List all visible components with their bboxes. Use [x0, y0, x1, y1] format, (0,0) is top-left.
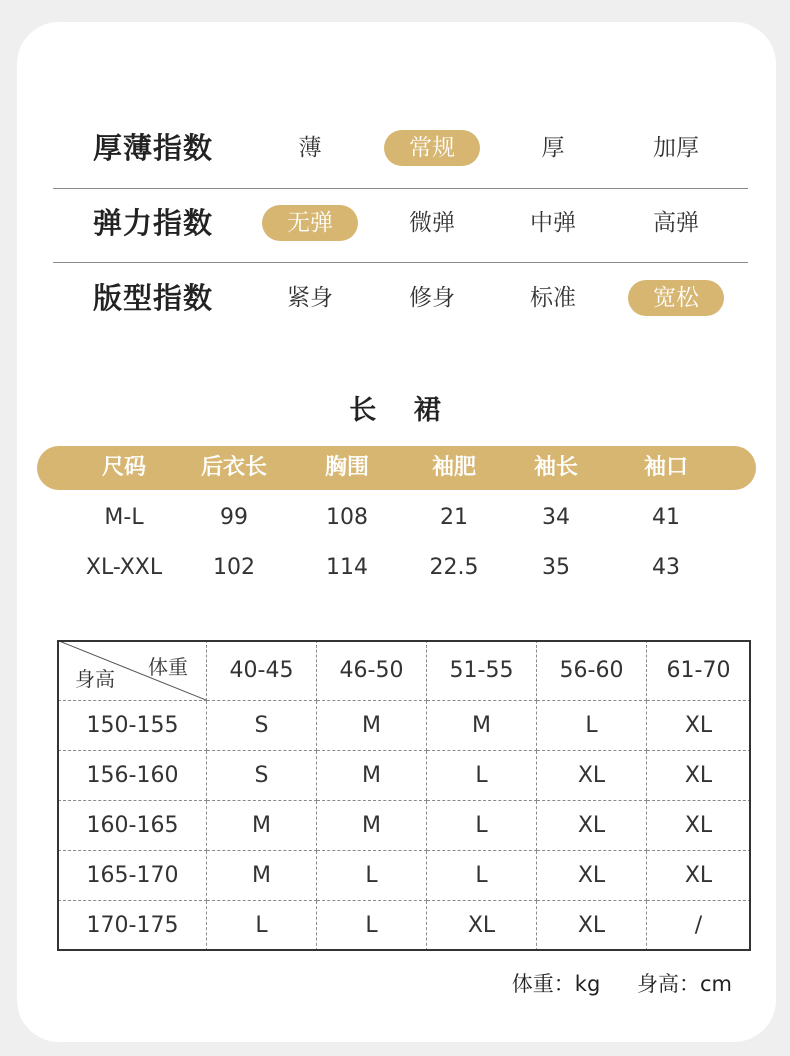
thickness-option-extra-thick: 加厚 [653, 135, 699, 161]
size-cell: M [317, 701, 427, 751]
size-cell: M [427, 701, 537, 751]
table-row [59, 901, 751, 951]
measurement-row [0, 548, 790, 588]
thickness-index-row [0, 111, 790, 185]
measurement-header-bar [37, 446, 756, 490]
height-cell: 156-160 [59, 751, 207, 801]
table-header-row [59, 641, 751, 701]
header-size: 尺码 [101, 455, 146, 480]
elasticity-index-row [0, 186, 790, 260]
size-cell: L [537, 701, 647, 751]
header-chest: 胸围 [324, 455, 369, 480]
corner-cell [59, 641, 207, 701]
units-note [482, 968, 732, 998]
size-cell: XL [537, 901, 647, 951]
fit-option-standard: 标准 [530, 285, 576, 311]
measurement-title: 长 裙 [349, 395, 455, 426]
fit-option-slim: 修身 [409, 285, 455, 311]
table-row [59, 851, 751, 901]
size-cell: L [427, 801, 537, 851]
cell-chest: 108 [326, 505, 368, 530]
size-recommendation-table [58, 640, 751, 951]
thickness-option-regular: 常规 [384, 130, 480, 166]
thickness-index-label: 厚薄指数 [93, 131, 214, 165]
cell-cuff: 41 [652, 505, 680, 530]
header-cuff: 袖口 [643, 455, 688, 480]
height-unit: 身高：cm [636, 972, 732, 996]
cell-chest: 114 [326, 555, 368, 580]
height-axis-label: 身高 [75, 667, 115, 691]
measurement-row [0, 498, 790, 538]
elasticity-option-medium: 中弹 [530, 210, 576, 236]
cell-cuff: 43 [652, 555, 680, 580]
size-cell: XL [537, 751, 647, 801]
thickness-option-thin: 薄 [298, 135, 322, 161]
fit-option-loose: 宽松 [628, 280, 724, 316]
fit-index-row [0, 261, 790, 335]
size-cell: XL [427, 901, 537, 951]
size-cell: M [207, 801, 317, 851]
weight-header: 61-70 [647, 641, 751, 701]
height-cell: 170-175 [59, 901, 207, 951]
size-cell: XL [537, 801, 647, 851]
cell-back-length: 102 [213, 555, 255, 580]
cell-sleeve-width: 21 [440, 505, 468, 530]
table-row [59, 701, 751, 751]
table-row [59, 751, 751, 801]
size-cell: S [207, 701, 317, 751]
elasticity-index-label: 弹力指数 [93, 206, 214, 240]
header-sleeve-width: 袖肥 [431, 455, 476, 480]
size-cell: L [427, 851, 537, 901]
weight-header: 56-60 [537, 641, 647, 701]
cell-sleeve-width: 22.5 [429, 555, 479, 580]
size-cell: M [207, 851, 317, 901]
height-cell: 150-155 [59, 701, 207, 751]
elasticity-option-high: 高弹 [653, 210, 699, 236]
size-cell: M [317, 801, 427, 851]
size-cell: XL [647, 801, 751, 851]
size-cell: L [207, 901, 317, 951]
weight-header: 40-45 [207, 641, 317, 701]
weight-unit: 体重：kg [511, 972, 601, 996]
size-cell: L [317, 901, 427, 951]
size-cell: M [317, 751, 427, 801]
header-back-length: 后衣长 [200, 455, 267, 480]
size-cell: XL [647, 851, 751, 901]
height-cell: 165-170 [59, 851, 207, 901]
cell-back-length: 99 [220, 505, 248, 530]
elasticity-option-slight: 微弹 [409, 210, 455, 236]
cell-size: XL-XXL [85, 555, 163, 580]
elasticity-option-none: 无弹 [262, 205, 358, 241]
header-sleeve-length: 袖长 [533, 455, 578, 480]
height-cell: 160-165 [59, 801, 207, 851]
size-cell: XL [537, 851, 647, 901]
size-cell: S [207, 751, 317, 801]
table-row [59, 801, 751, 851]
thickness-option-thick: 厚 [541, 135, 565, 161]
fit-option-tight: 紧身 [287, 285, 333, 311]
cell-sleeve-length: 35 [542, 555, 570, 580]
weight-header: 46-50 [317, 641, 427, 701]
size-cell: XL [647, 751, 751, 801]
cell-size: M-L [104, 505, 144, 530]
weight-axis-label: 体重 [148, 655, 188, 679]
cell-sleeve-length: 34 [542, 505, 570, 530]
size-cell: L [317, 851, 427, 901]
weight-header: 51-55 [427, 641, 537, 701]
size-cell: L [427, 751, 537, 801]
size-cell: XL [647, 701, 751, 751]
fit-index-label: 版型指数 [93, 281, 214, 315]
size-cell: / [647, 901, 751, 951]
